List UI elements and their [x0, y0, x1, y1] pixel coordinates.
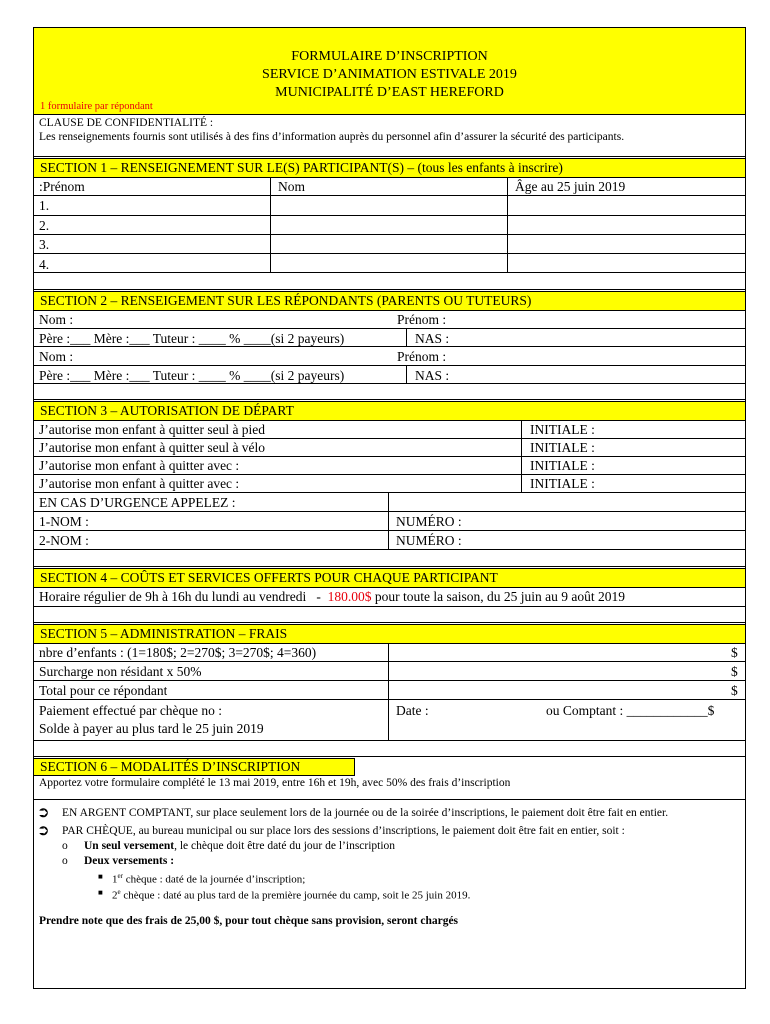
versement-2-num: 2: [112, 889, 118, 902]
paiement-date-field[interactable]: Date :: [396, 703, 429, 718]
modalite-cheque: PAR CHÈQUE, au bureau municipal ou sur place lors des sessions d’inscriptions, le paiement doit être fait en entier, soit :: [62, 825, 625, 837]
auth-avec2-initiale[interactable]: INITIALE :: [530, 476, 595, 491]
deux-versements-bold: Deux versements :: [84, 855, 175, 867]
auth-pied-label: J’autorise mon enfant à quitter seul à pied: [39, 422, 266, 437]
versement-2: [106, 885, 470, 903]
versement-2-sup: e: [117, 888, 121, 896]
respondent2-role-field[interactable]: Père :___ Mère :___ Tuteur : ____ % ____(si 2 payeurs): [39, 368, 345, 383]
urgence-nom2-field[interactable]: 2-NOM :: [39, 533, 89, 548]
versement-1-rest: chèque : daté de la journée d’inscription;: [122, 873, 306, 886]
respondent1-nas-field[interactable]: NAS :: [415, 331, 450, 346]
form-title-line-1: FORMULAIRE D’INSCRIPTION: [291, 49, 488, 64]
modalite-comptant: EN ARGENT COMPTANT, sur place seulement lors de la journée ou de la soirée d’inscriptions, le paiement doit être fait en entier.: [62, 807, 669, 819]
participant-row-2[interactable]: 2.: [39, 218, 50, 233]
section4-price: 180.00$: [327, 589, 372, 604]
section6-intro: Apportez votre formulaire complété le 13 mai 2019, entre 16h et 19h, avec 50% des frais d’inscription: [39, 777, 511, 789]
section5-header: SECTION 5 – ADMINISTRATION – FRAIS: [33, 624, 746, 644]
section1-col-nom: Nom: [278, 179, 305, 194]
frais-nbre-enfants-label: nbre d’enfants : (1=180$; 2=270$; 3=270$; 4=360): [39, 645, 317, 660]
frais-total-amount[interactable]: $: [731, 683, 738, 698]
paiement-cheque-field[interactable]: Paiement effectué par chèque no :: [39, 703, 223, 718]
versement-unique-bold: Un seul versement: [84, 840, 175, 852]
frais-surcharge-amount[interactable]: $: [731, 664, 738, 679]
deux-versements: [78, 854, 174, 868]
solde-label: Solde à payer au plus tard le 25 juin 2019: [39, 721, 264, 736]
section4-schedule-post: pour toute la saison, du 25 juin au 9 août 2019: [371, 589, 625, 604]
versement-1-sup: er: [117, 872, 123, 880]
circle-bullet-icon: o: [62, 840, 68, 852]
auth-velo-initiale[interactable]: INITIALE :: [530, 440, 595, 455]
versement-1-num: 1: [112, 873, 118, 886]
auth-pied-initiale[interactable]: INITIALE :: [530, 422, 595, 437]
urgence-numero2-field[interactable]: NUMÉRO :: [396, 533, 462, 548]
confidentiality-text: Les renseignements fournis sont utilisés à des fins d’information auprès du personnel afin d’assurer la sécurité des participants.: [39, 131, 625, 143]
respondent1-prenom-field[interactable]: Prénom :: [397, 312, 447, 327]
urgence-label: EN CAS D’URGENCE APPELEZ :: [39, 495, 236, 510]
arrow-icon: ➲: [37, 823, 50, 839]
frais-total-label: Total pour ce répondant: [39, 683, 168, 698]
section4-header: SECTION 4 – COÛTS ET SERVICES OFFERTS POUR CHAQUE PARTICIPANT: [33, 568, 746, 588]
participant-row-3[interactable]: 3.: [39, 237, 50, 252]
circle-bullet-icon: o: [62, 855, 68, 867]
auth-avec1-initiale[interactable]: INITIALE :: [530, 458, 595, 473]
section2-header: SECTION 2 – RENSEIGEMENT SUR LES RÉPONDANTS (PARENTS OU TUTEURS): [33, 291, 746, 311]
respondent1-nom-field[interactable]: Nom :: [39, 312, 74, 327]
auth-avec1-label: J’autorise mon enfant à quitter avec :: [39, 458, 240, 473]
form-title-block: [33, 27, 746, 115]
versement-unique: [78, 839, 395, 853]
respondent2-prenom-field[interactable]: Prénom :: [397, 349, 447, 364]
auth-velo-label: J’autorise mon enfant à quitter seul à vélo: [39, 440, 266, 455]
frais-nbre-enfants-amount[interactable]: $: [731, 645, 738, 660]
urgence-nom1-field[interactable]: 1-NOM :: [39, 514, 89, 529]
arrow-icon: ➲: [37, 805, 50, 821]
urgence-numero1-field[interactable]: NUMÉRO :: [396, 514, 462, 529]
participant-row-4[interactable]: 4.: [39, 257, 50, 272]
versement-unique-rest: , le chèque doit être daté du jour de l’inscription: [174, 840, 396, 852]
section1-col-prenom: :Prénom: [39, 179, 85, 194]
section1-col-age: Âge au 25 juin 2019: [515, 179, 626, 194]
versement-1: [106, 869, 305, 887]
square-bullet-icon: ■: [98, 888, 103, 897]
section4-schedule-pre: Horaire régulier de 9h à 16h du lundi au vendredi -: [39, 589, 328, 604]
paiement-comptant-field[interactable]: ou Comptant : ____________$: [546, 703, 715, 718]
auth-avec2-label: J’autorise mon enfant à quitter avec :: [39, 476, 240, 491]
frais-cheque-note: Prendre note que des frais de 25,00 $, pour tout chèque sans provision, seront chargés: [39, 915, 459, 927]
confidentiality-title: CLAUSE DE CONFIDENTIALITÉ :: [39, 117, 214, 129]
respondent1-role-field[interactable]: Père :___ Mère :___ Tuteur : ____ % ____(si 2 payeurs): [39, 331, 345, 346]
section3-header: SECTION 3 – AUTORISATION DE DÉPART: [33, 401, 746, 421]
participant-row-1[interactable]: 1.: [39, 198, 50, 213]
respondent2-nas-field[interactable]: NAS :: [415, 368, 450, 383]
section6-header: SECTION 6 – MODALITÉS D’INSCRIPTION: [33, 758, 355, 776]
respondent2-nom-field[interactable]: Nom :: [39, 349, 74, 364]
form-title-line-2: SERVICE D’ANIMATION ESTIVALE 2019: [262, 67, 517, 82]
versement-2-rest: chèque : daté au plus tard de la première journée du camp, soit le 25 juin 2019.: [120, 889, 471, 902]
form-note: 1 formulaire par répondant: [40, 101, 153, 112]
square-bullet-icon: ■: [98, 872, 103, 881]
form-title-line-3: MUNICIPALITÉ D’EAST HEREFORD: [275, 85, 504, 100]
section4-schedule: [33, 588, 625, 605]
section1-header: SECTION 1 – RENSEIGNEMENT SUR LE(S) PARTICIPANT(S) – (tous les enfants à inscrire): [33, 158, 746, 178]
frais-surcharge-label: Surcharge non résidant x 50%: [39, 664, 202, 679]
